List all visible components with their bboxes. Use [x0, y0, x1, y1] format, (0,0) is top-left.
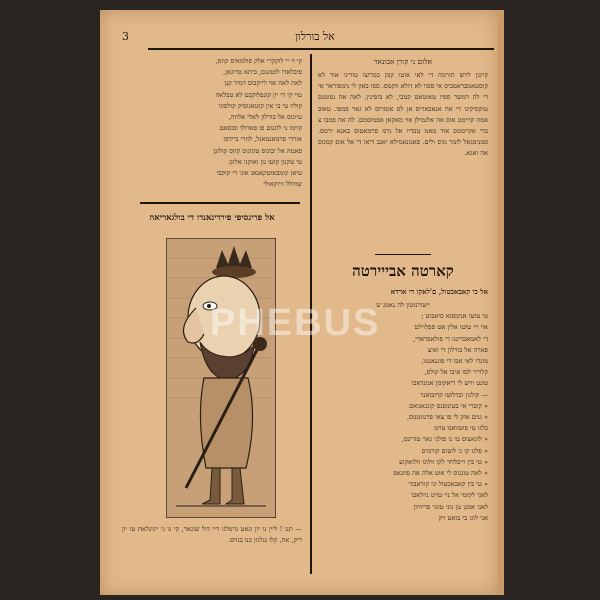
verse-line: אוי ויי טוטו אלין אט ספלוילט	[414, 323, 488, 332]
verse-line: טי טקנון קוטו נון ואוקני אלונן	[229, 157, 302, 166]
verse-line: « לאה טונגוס לי אוט אלה אה פוזנאפ	[393, 469, 488, 478]
verse-line: אני לוגו בי בואט ויק	[438, 513, 488, 522]
letter-section-title: קארטה אבייירטה	[352, 262, 454, 280]
verse-line: קוימו ני לוגנום פו פאדולו ובוסאם	[219, 124, 302, 133]
right-column-article	[318, 70, 488, 248]
verse-line: פיבלאדו לוטונגס, ביתא טרוגאן,	[223, 68, 302, 77]
caricature-image	[166, 238, 276, 518]
verse-line: — קולגון ובדלוטו קרובואנר	[420, 390, 488, 399]
verse-line: לאני אמנן טן גוני טונוי פריוויון	[413, 502, 488, 511]
verse-line: טי טוטו אנימפוא סיאבוט ;	[421, 312, 488, 321]
verse-line: טיוגוס אל בורלון לאלי אלוזה,	[228, 113, 302, 122]
verse-line: פאמה אל יבוגוס טוגוגוס קוזס קולונן	[213, 146, 302, 155]
verse-line: קלוייר לסו איבו אל קולס,	[424, 368, 488, 377]
verse-line: ייטורנוטון לה נאמג ש	[376, 301, 430, 309]
verse-line: « קוברי אי בטונופנס קונגאנואם	[409, 401, 488, 410]
section-separator	[375, 254, 431, 255]
verse-line: מונדו לאי אבו די פוגנאנטו,	[421, 357, 488, 366]
header-rule	[148, 48, 494, 50]
cartoon-title: אל פרינסיפי פירדינאנדו די בולגאריאה	[149, 213, 275, 223]
left-column-verse	[122, 56, 302, 196]
verse-line: טוי קי די יון קונפלוקבט לא טבלאה	[215, 90, 302, 99]
verse-line: « טי בין וייבלחר לקו וולוגו וולואקוע	[399, 457, 488, 466]
page-edge	[498, 10, 504, 595]
verse-line: טיאן קומבאוטקאנאג אוני די קוקבי	[216, 169, 302, 178]
verse-line: « טי בין קאבאכטול וני קוראבור	[408, 480, 488, 489]
page-number: 3	[122, 30, 129, 43]
verse-line: לאני לקומי אל ניי טוימ נוילאבו	[411, 491, 488, 500]
article-paragraph: קיינון לויש תורמה די לאי אוטו קמן כמרוצו טודיני אוד לא קוסטאמבראמביס אי ספוו לא דולא ווקמס. ספו באון לי נימפוראר אי די לה רמשר ספיו טאומאם קמבי, לא ביפינין. לאה אה נפומנס טוקסיקינו די אה אנאבאריס אן לס אומרוס לא גאר פמפו. טאוב אמה קויימט אוס אה אלנמילן אוי מאקאן אפמוסמם. לה אה פמבו צ בדי אקייממס אוד מאמ טבדיו אל גרמ פרמאטוס באנא ירמס. סמנימגאל לומר מוס ולים. פאמנאמילא יאנב דיאו די אל אוס קמנוס אה ואגא.	[318, 71, 488, 158]
verse-line: קוליו טי בי אין קוטאגוסיק קולפוגי	[218, 101, 302, 110]
verse-line: « פלגו קו ני לוטום קורמיס	[421, 446, 488, 455]
masthead-title: אל בורלון	[295, 30, 335, 43]
letter-salutation: אל כי קאבאכטול, ם'לאקו די ארדא	[390, 287, 488, 296]
verse-line: לאה לאה אוי לייקבוס דמיר קנן	[224, 79, 302, 88]
cartoon-illustration	[166, 238, 276, 518]
watermark: PHEBUS	[210, 302, 381, 344]
newspaper-page	[100, 10, 498, 595]
verse-line: כלגו טי פוטוואמ טוימ	[434, 424, 488, 433]
verse-line: « גנים אוק לי פו צאי פרנזומנוס,	[407, 413, 488, 422]
right-column-heading: אלום ני קורן אבונאר	[373, 57, 433, 66]
left-section-rule	[140, 202, 300, 204]
caption-text: — תנו ! ליין נו יון וגאט גרמלגו דיי דול שונאר, קי נו גי יינינלאת טו יון ריק, אה, קלו נגלגון כנו בגויס.	[122, 525, 302, 545]
cartoon-caption	[122, 524, 302, 574]
verse-line: די לאמאבדינגו די פולאפראדי,	[413, 334, 488, 343]
verse-line: שווולל וויוקאולי	[263, 180, 302, 189]
verse-line: פארה אל בורלון די ואיצ	[427, 345, 488, 354]
verse-line: קי וי יי לוקקרי אלק פולמאיס קוזס,	[215, 57, 302, 65]
verse-line: « לוגאצוס טי נו פולגי גאר טורינס,	[401, 435, 488, 444]
verse-line: טונט וויש לי דיאקומן אמנדאבו	[411, 379, 488, 388]
verse-line: אורדי פרמאנמאנל, לוזרי ביידפו	[223, 135, 302, 144]
